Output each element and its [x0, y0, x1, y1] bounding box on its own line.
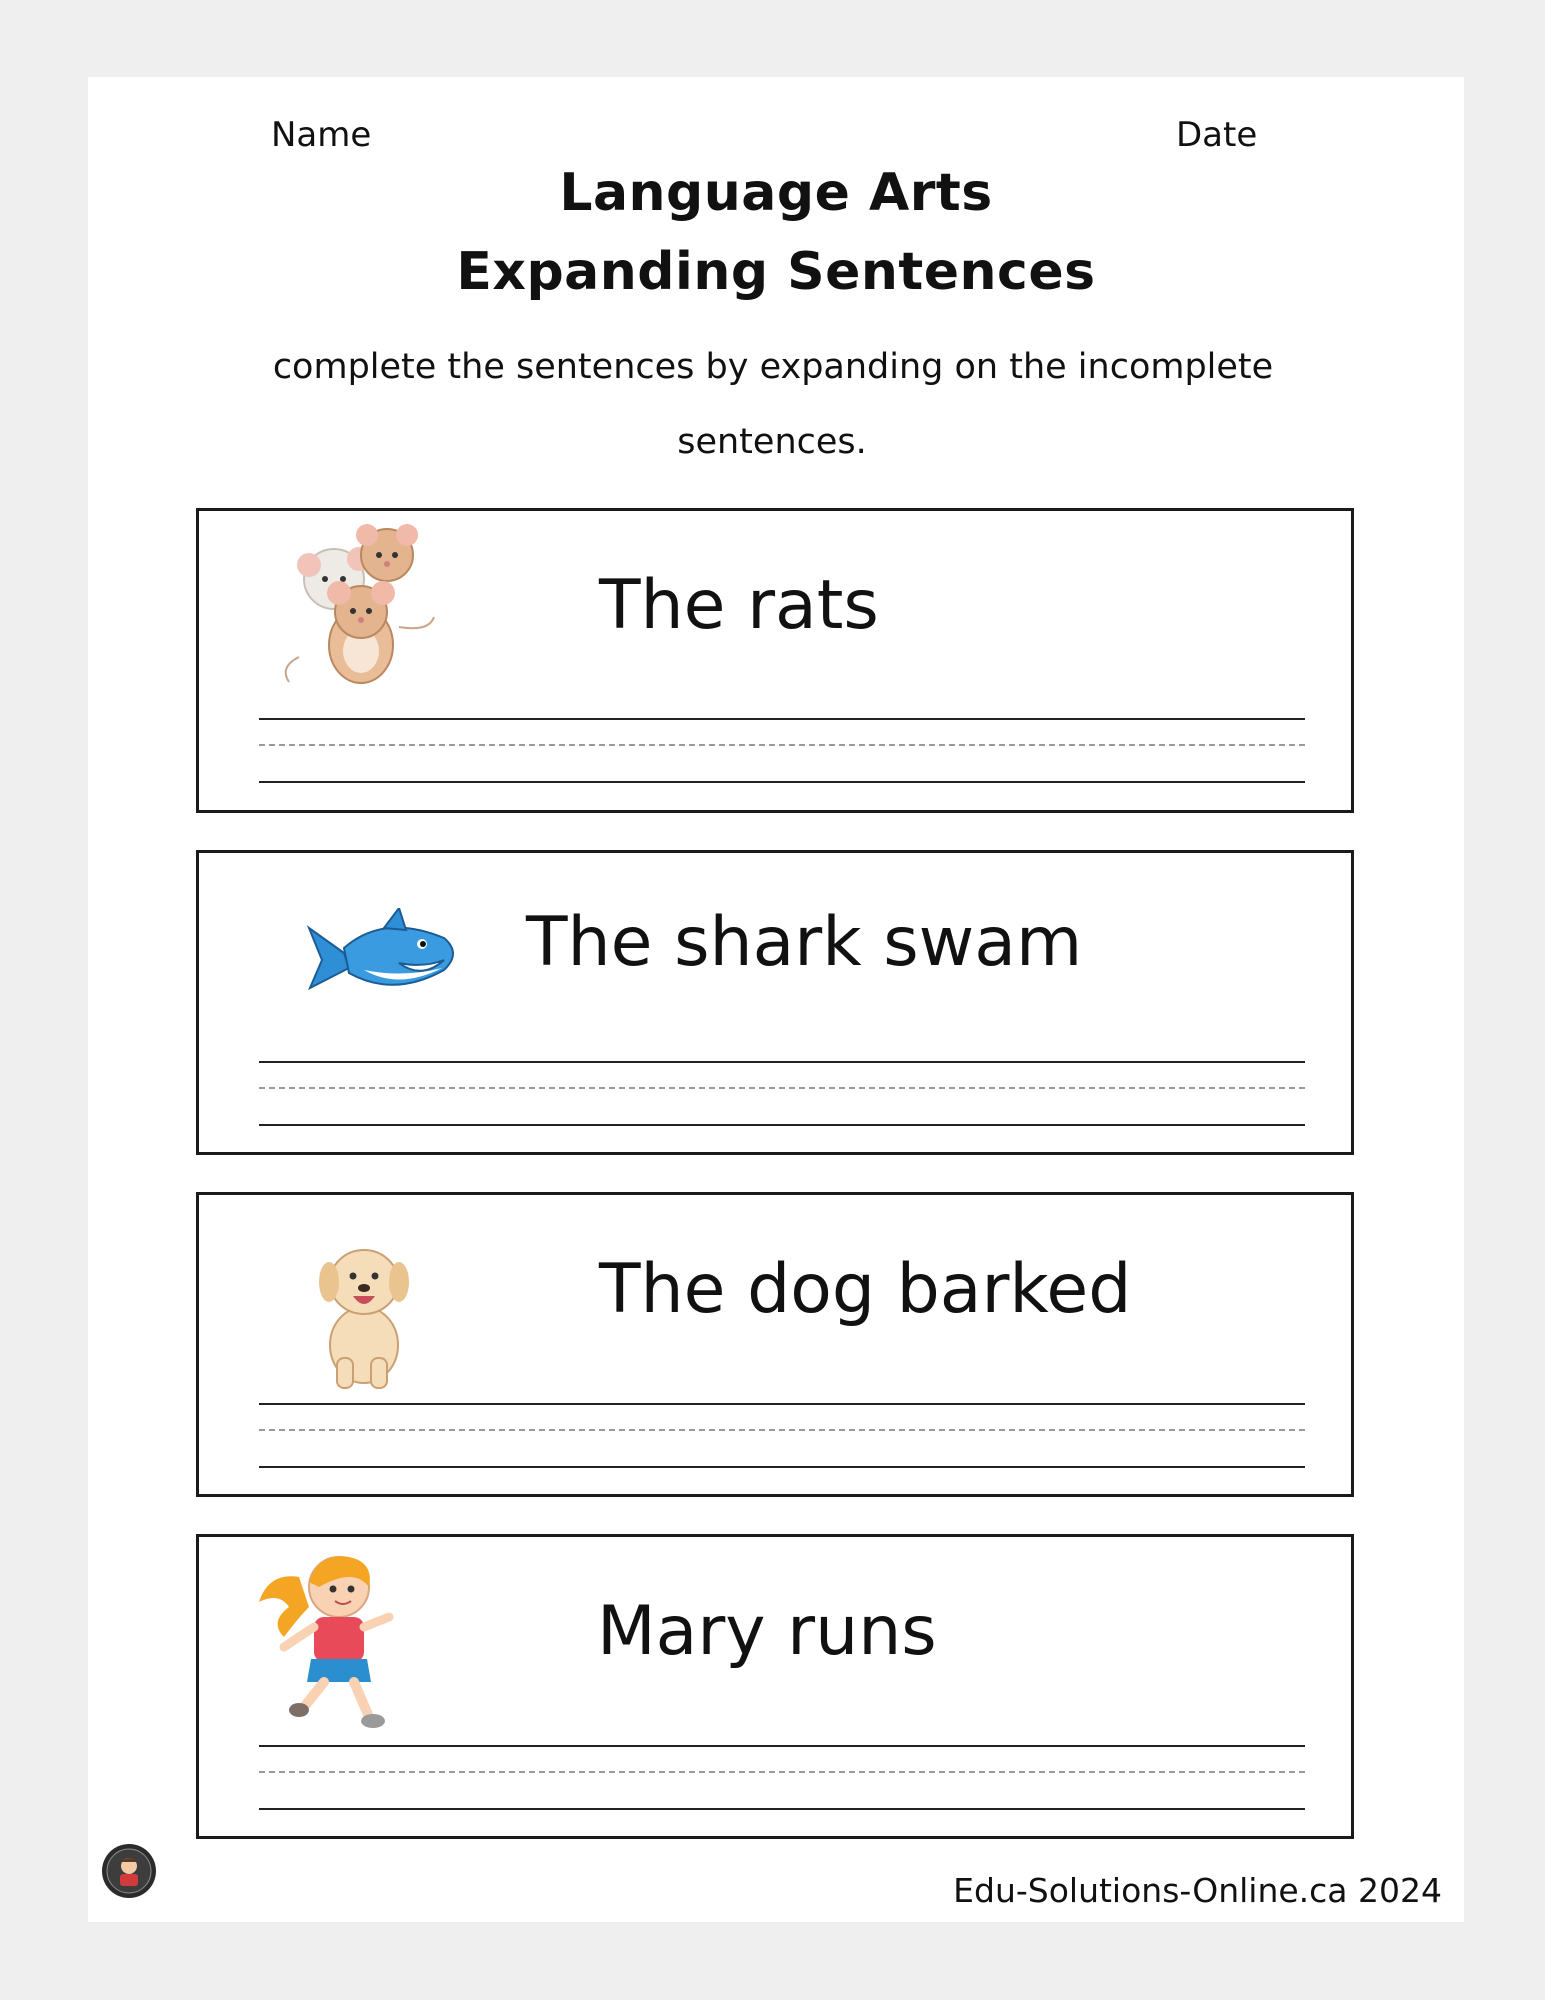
writing-line-bottom[interactable] — [259, 1124, 1305, 1126]
sentence-prompt: Mary runs — [597, 1592, 937, 1671]
writing-line-top[interactable] — [259, 1745, 1305, 1747]
writing-line-top[interactable] — [259, 1061, 1305, 1063]
publisher-logo-icon — [100, 1842, 158, 1900]
sentence-prompt: The shark swam — [526, 903, 1083, 982]
writing-line-mid — [259, 1087, 1305, 1089]
name-label: Name — [271, 115, 372, 155]
shark-icon — [304, 908, 464, 1008]
girl-running-icon — [259, 1547, 409, 1732]
sentence-card-3 — [196, 1192, 1354, 1497]
worksheet-title: Language Arts — [559, 163, 993, 223]
writing-line-mid — [259, 1429, 1305, 1431]
writing-line-top[interactable] — [259, 718, 1305, 720]
instructions-line-1: complete the sentences by expanding on the incomplete — [272, 347, 1274, 387]
sentence-prompt: The dog barked — [599, 1250, 1132, 1329]
writing-line-bottom[interactable] — [259, 1808, 1305, 1810]
footer-credit: Edu-Solutions-Online.ca 2024 — [953, 1871, 1442, 1910]
worksheet-page — [88, 77, 1464, 1922]
sentence-card-4 — [196, 1534, 1354, 1839]
writing-line-bottom[interactable] — [259, 1466, 1305, 1468]
writing-line-top[interactable] — [259, 1403, 1305, 1405]
writing-line-mid — [259, 1771, 1305, 1773]
rats-icon — [279, 517, 439, 692]
sentence-card-1 — [196, 508, 1354, 813]
writing-line-mid — [259, 744, 1305, 746]
sentence-prompt: The rats — [599, 566, 879, 645]
worksheet-subtitle: Expanding Sentences — [456, 242, 1096, 302]
date-label: Date — [1176, 115, 1258, 155]
sentence-card-2 — [196, 850, 1354, 1155]
instructions-line-2: sentences. — [677, 422, 867, 462]
dog-icon — [309, 1240, 419, 1390]
writing-line-bottom[interactable] — [259, 781, 1305, 783]
